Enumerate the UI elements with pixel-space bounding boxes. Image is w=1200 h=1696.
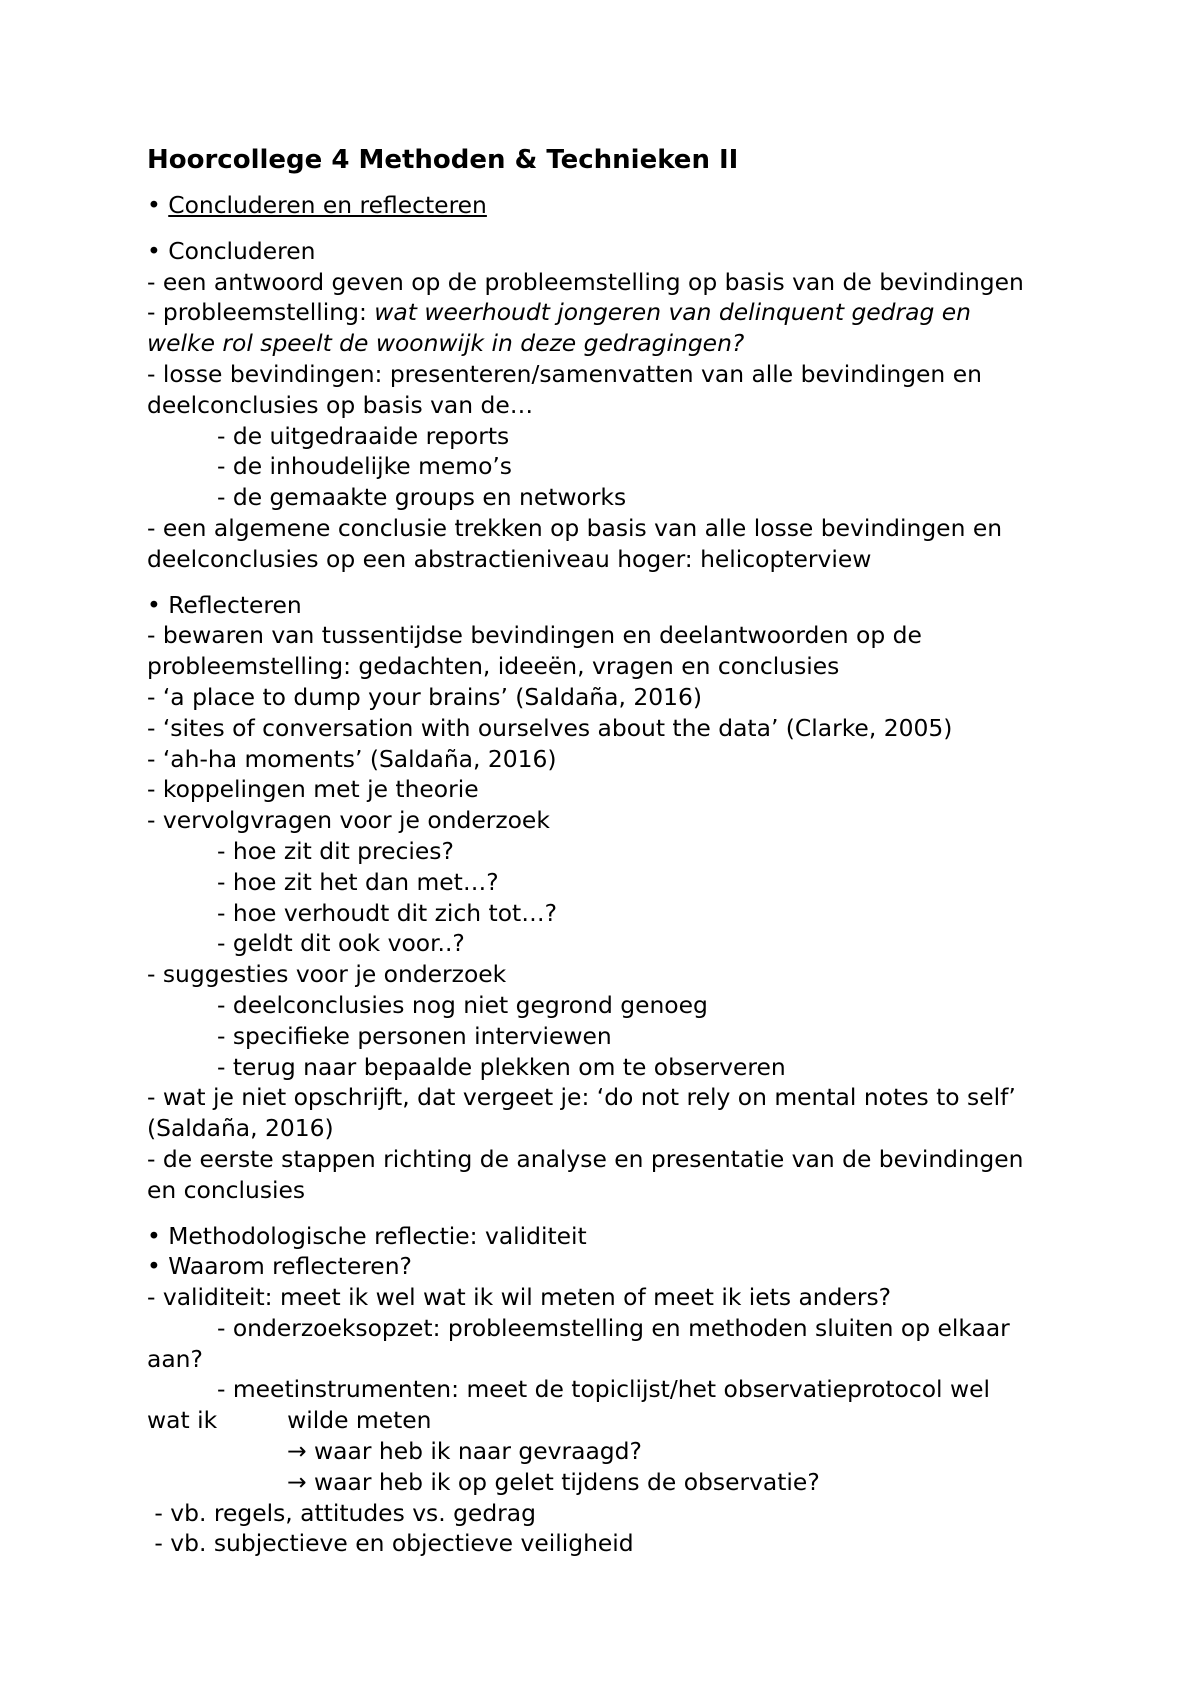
text-line: - vb. subjectieve en objectieve veiligheid [147, 1529, 634, 1558]
text-line: - ‘ah-ha moments’ (Saldaña, 2016) [147, 744, 557, 773]
text-line: - een algemene conclusie trekken op basis van alle losse bevindingen en [147, 513, 1003, 542]
text-line [147, 297, 1077, 328]
italic-text-line: welke rol speelt de woonwijk in deze gedragingen? [147, 329, 745, 358]
text-fragment: wat ik [147, 1406, 218, 1435]
text-line: - wat je niet opschrijft, dat vergeet je: ‘do not rely on mental notes to self’ [147, 1083, 1016, 1112]
sub-item: - de gemaakte groups en networks [217, 483, 627, 512]
text-line: - vervolgvragen voor je onderzoek [147, 806, 550, 835]
text-line: - de eerste stappen richting de analyse en presentatie van de bevindingen [147, 1144, 1024, 1173]
sub-item: - onderzoeksopzet: probleemstelling en methoden sluiten op elkaar [217, 1313, 1010, 1342]
section-heading-text: Concluderen en reflecteren [168, 191, 487, 219]
arrow-item-text: waar heb ik op gelet tijdens de observatie? [314, 1467, 820, 1496]
text-prefix: - probleemstelling: [147, 298, 375, 327]
waarom-heading-text: Waarom reflecteren? [168, 1252, 412, 1281]
sub-item: - de uitgedraaide reports [217, 421, 510, 450]
text-line: - losse bevindingen: presenteren/samenvatten van alle bevindingen en [147, 359, 982, 388]
text-fragment: wilde meten [287, 1406, 432, 1435]
document-title: Hoorcollege 4 Methoden & Technieken II [147, 145, 739, 175]
arrow-item [147, 1436, 1077, 1467]
sub-item: - geldt dit ook voor..? [217, 929, 465, 958]
methodologisch-heading [147, 1221, 1077, 1252]
text-line: en conclusies [147, 1175, 306, 1204]
text-line: - bewaren van tussentijdse bevindingen en deelantwoorden op de [147, 621, 922, 650]
text-line: (Saldaña, 2016) [147, 1114, 334, 1143]
bullet: • [147, 236, 161, 265]
text-line: - vb. regels, attitudes vs. gedrag [147, 1498, 536, 1527]
text-line: deelconclusies op een abstractieniveau hoger: helicopterview [147, 544, 872, 573]
sub-item: - specifieke personen interviewen [217, 1021, 612, 1050]
text-line: - ‘sites of conversation with ourselves about the data’ (Clarke, 2005) [147, 713, 953, 742]
text-line: - koppelingen met je theorie [147, 775, 479, 804]
text-line: - een antwoord geven op de probleemstelling op basis van de bevindingen [147, 267, 1024, 296]
text-line [147, 1405, 1077, 1436]
arrow-icon: → [287, 1437, 307, 1466]
text-line: aan? [147, 1344, 203, 1373]
reflecteren-heading-text: Reflecteren [168, 590, 302, 619]
document-content [147, 143, 1077, 1559]
concluderen-heading-text: Concluderen [168, 236, 316, 265]
sub-item: - meetinstrumenten: meet de topiclijst/het observatieprotocol wel [217, 1375, 990, 1404]
sub-item: - terug naar bepaalde plekken om te observeren [217, 1052, 786, 1081]
sub-item: - hoe zit dit precies? [217, 836, 454, 865]
arrow-item [147, 1467, 1077, 1498]
text-line: deelconclusies op basis van de… [147, 390, 534, 419]
arrow-icon: → [287, 1467, 307, 1496]
sub-item: - hoe zit het dan met…? [217, 867, 499, 896]
bullet: • [147, 590, 161, 619]
methodologisch-heading-text: Methodologische reflectie: validiteit [168, 1221, 587, 1250]
bullet: • [147, 1252, 161, 1281]
bullet: • [147, 1221, 161, 1250]
concluderen-heading [147, 236, 1077, 267]
text-line: - validiteit: meet ik wel wat ik wil meten of meet ik iets anders? [147, 1283, 892, 1312]
text-line: - suggesties voor je onderzoek [147, 960, 507, 989]
sub-item: - deelconclusies nog niet gegrond genoeg [217, 990, 708, 1019]
reflecteren-heading [147, 590, 1077, 621]
waarom-heading [147, 1251, 1077, 1282]
italic-text: wat weerhoudt jongeren van delinquent gedrag en [374, 298, 971, 327]
text-line: probleemstelling: gedachten, ideeën, vragen en conclusies [147, 652, 840, 681]
section-heading [147, 190, 1077, 221]
sub-item: - de inhoudelijke memo’s [217, 452, 512, 481]
arrow-item-text: waar heb ik naar gevraagd? [314, 1437, 642, 1466]
bullet: • [147, 191, 161, 219]
text-line: - ‘a place to dump your brains’ (Saldaña, 2016) [147, 682, 702, 711]
sub-item: - hoe verhoudt dit zich tot…? [217, 898, 557, 927]
